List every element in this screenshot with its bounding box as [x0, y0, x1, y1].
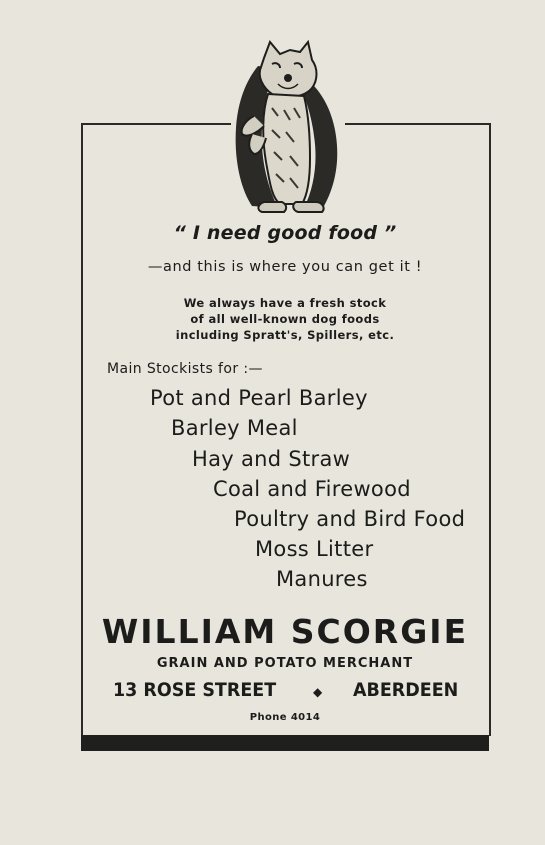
stock-item: Manures [276, 567, 368, 591]
dog-quote-headline: “ I need good food ” [173, 222, 397, 244]
address [83, 677, 487, 707]
address-street: 13 ROSE STREET [113, 679, 277, 701]
stock-item: Barley Meal [171, 416, 298, 440]
diamond-separator-icon: ◆ [313, 685, 323, 699]
stock-item: Hay and Straw [192, 447, 351, 471]
frame-top-rule-left [81, 123, 231, 125]
merchant-name: WILLIAM SCORGIE [101, 612, 469, 651]
frame-top-rule-right [345, 123, 489, 125]
address-city: ABERDEEN [353, 679, 459, 701]
scottish-terrier-begging-icon [228, 38, 344, 214]
tagline: —and this is where you can get it ! [147, 259, 423, 275]
phone-number: Phone 4014 [249, 712, 321, 723]
frame-bottom-bar [81, 735, 489, 751]
stock-line: of all well-known dog foods [190, 312, 380, 326]
stock-item: Poultry and Bird Food [234, 507, 466, 531]
stock-note [83, 295, 487, 343]
stock-line: We always have a fresh stock [183, 296, 387, 310]
merchant-trade: GRAIN AND POTATO MERCHANT [156, 656, 414, 671]
stockists-label: Main Stockists for :— [107, 361, 263, 377]
stock-item: Moss Litter [255, 537, 374, 561]
stock-line: including Spratt's, Spillers, etc. [175, 328, 395, 342]
stock-item: Pot and Pearl Barley [150, 386, 368, 410]
stock-item: Coal and Firewood [213, 477, 411, 501]
